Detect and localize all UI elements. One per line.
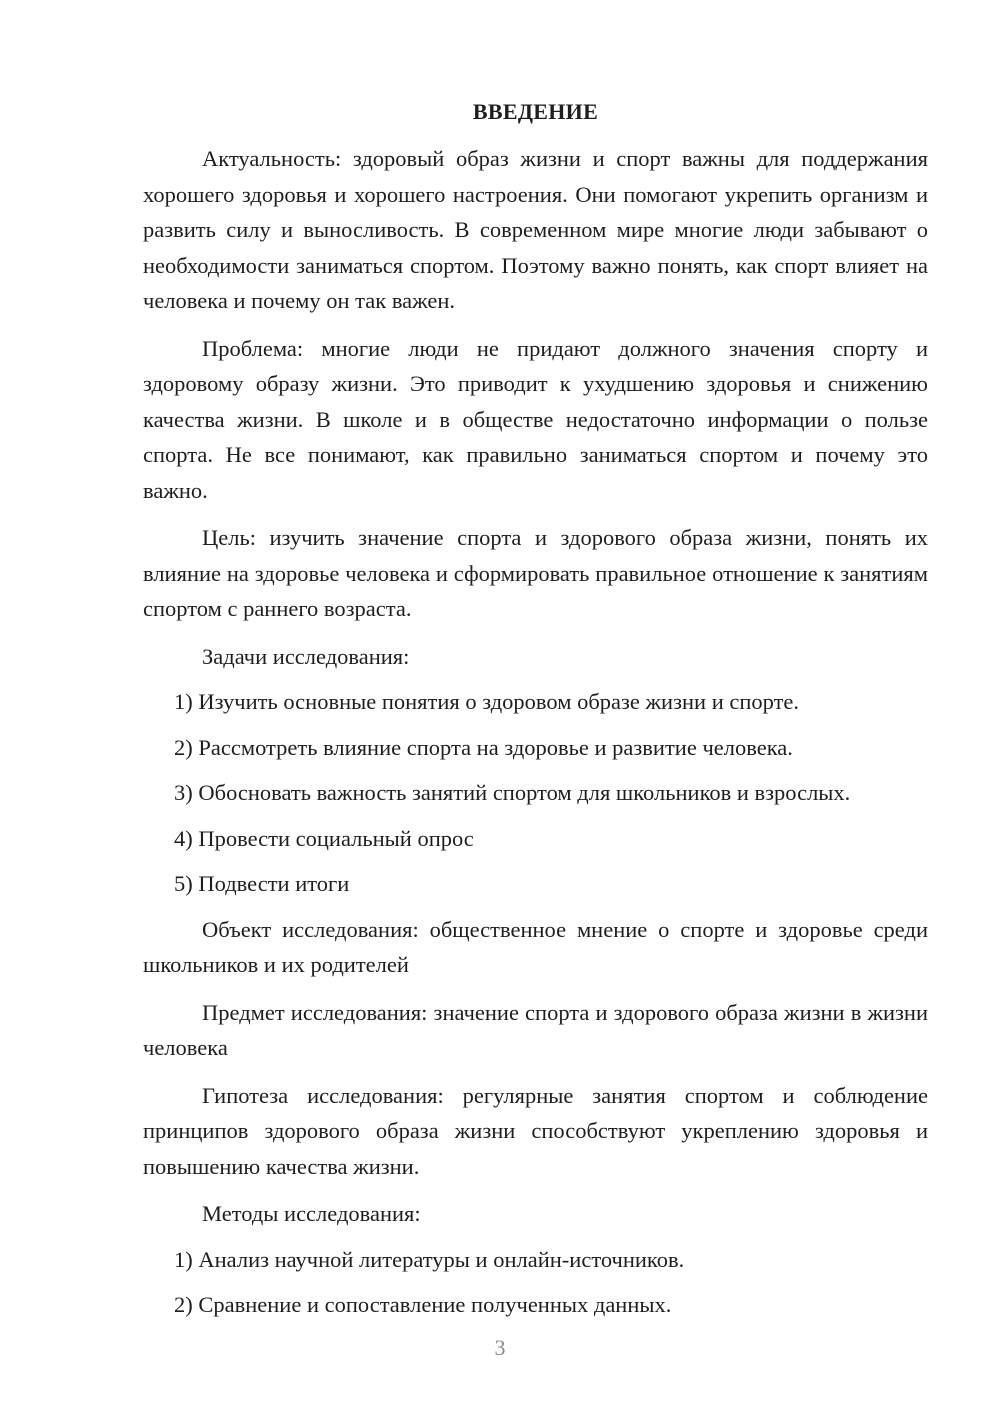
list-item: 1) Изучить основные понятия о здоровом образе жизни и спорте. <box>174 689 800 714</box>
list-item: 3) Обосновать важность занятий спортом для школьников и взрослых. <box>174 780 851 805</box>
subject-paragraph: Предмет исследования: значение спорта и здорового образа жизни в жизни человека <box>143 999 928 1060</box>
relevance-paragraph: Актуальность: здоровый образ жизни и спорт важны для поддержания хорошего здоровья и хорошего настроения. Они помогают укрепить организм и развить силу и выносливость. В современном мире многие люди забывают о необходимости заниматься спортом. Поэтому важно понять, как спорт влияет на человека и почему он так важен. <box>143 146 928 313</box>
tasks-list <box>143 684 928 902</box>
page-number: 3 <box>494 1335 506 1360</box>
list-item: 5) Подвести итоги <box>174 871 350 896</box>
list-item: 4) Провести социальный опрос <box>174 825 474 851</box>
list-item: 1) Анализ научной литературы и онлайн-источников. <box>174 1246 685 1272</box>
methods-title: Методы исследования: <box>202 1201 421 1226</box>
methods-list <box>143 1242 928 1323</box>
goal-paragraph: Цель: изучить значение спорта и здорового образа жизни, понять их влияние на здоровье человека и сформировать правильное отношение к занятиям спортом с раннего возраста. <box>143 525 928 621</box>
list-item: 2) Рассмотреть влияние спорта на здоровье и развитие человека. <box>174 734 793 760</box>
section-heading: ВВЕДЕНИЕ <box>472 99 599 124</box>
tasks-title: Задачи исследования: <box>202 643 410 669</box>
problem-paragraph: Проблема: многие люди не придают должного значения спорту и здоровому образу жизни. Это приводит к ухудшению здоровья и снижению качества жизни. В школе и в обществе недостаточно информации о пользе спорта. Не все понимают, как правильно заниматься спортом и почему это важно. <box>143 335 928 503</box>
list-item: 2) Сравнение и сопоставление полученных данных. <box>174 1292 672 1317</box>
object-paragraph: Объект исследования: общественное мнение о спорте и здоровье среди школьников и их родителей <box>143 916 928 977</box>
hypothesis-paragraph: Гипотеза исследования: регулярные занятия спортом и соблюдение принципов здорового образа жизни способствуют укреплению здоровья и повышению качества жизни. <box>143 1082 928 1179</box>
